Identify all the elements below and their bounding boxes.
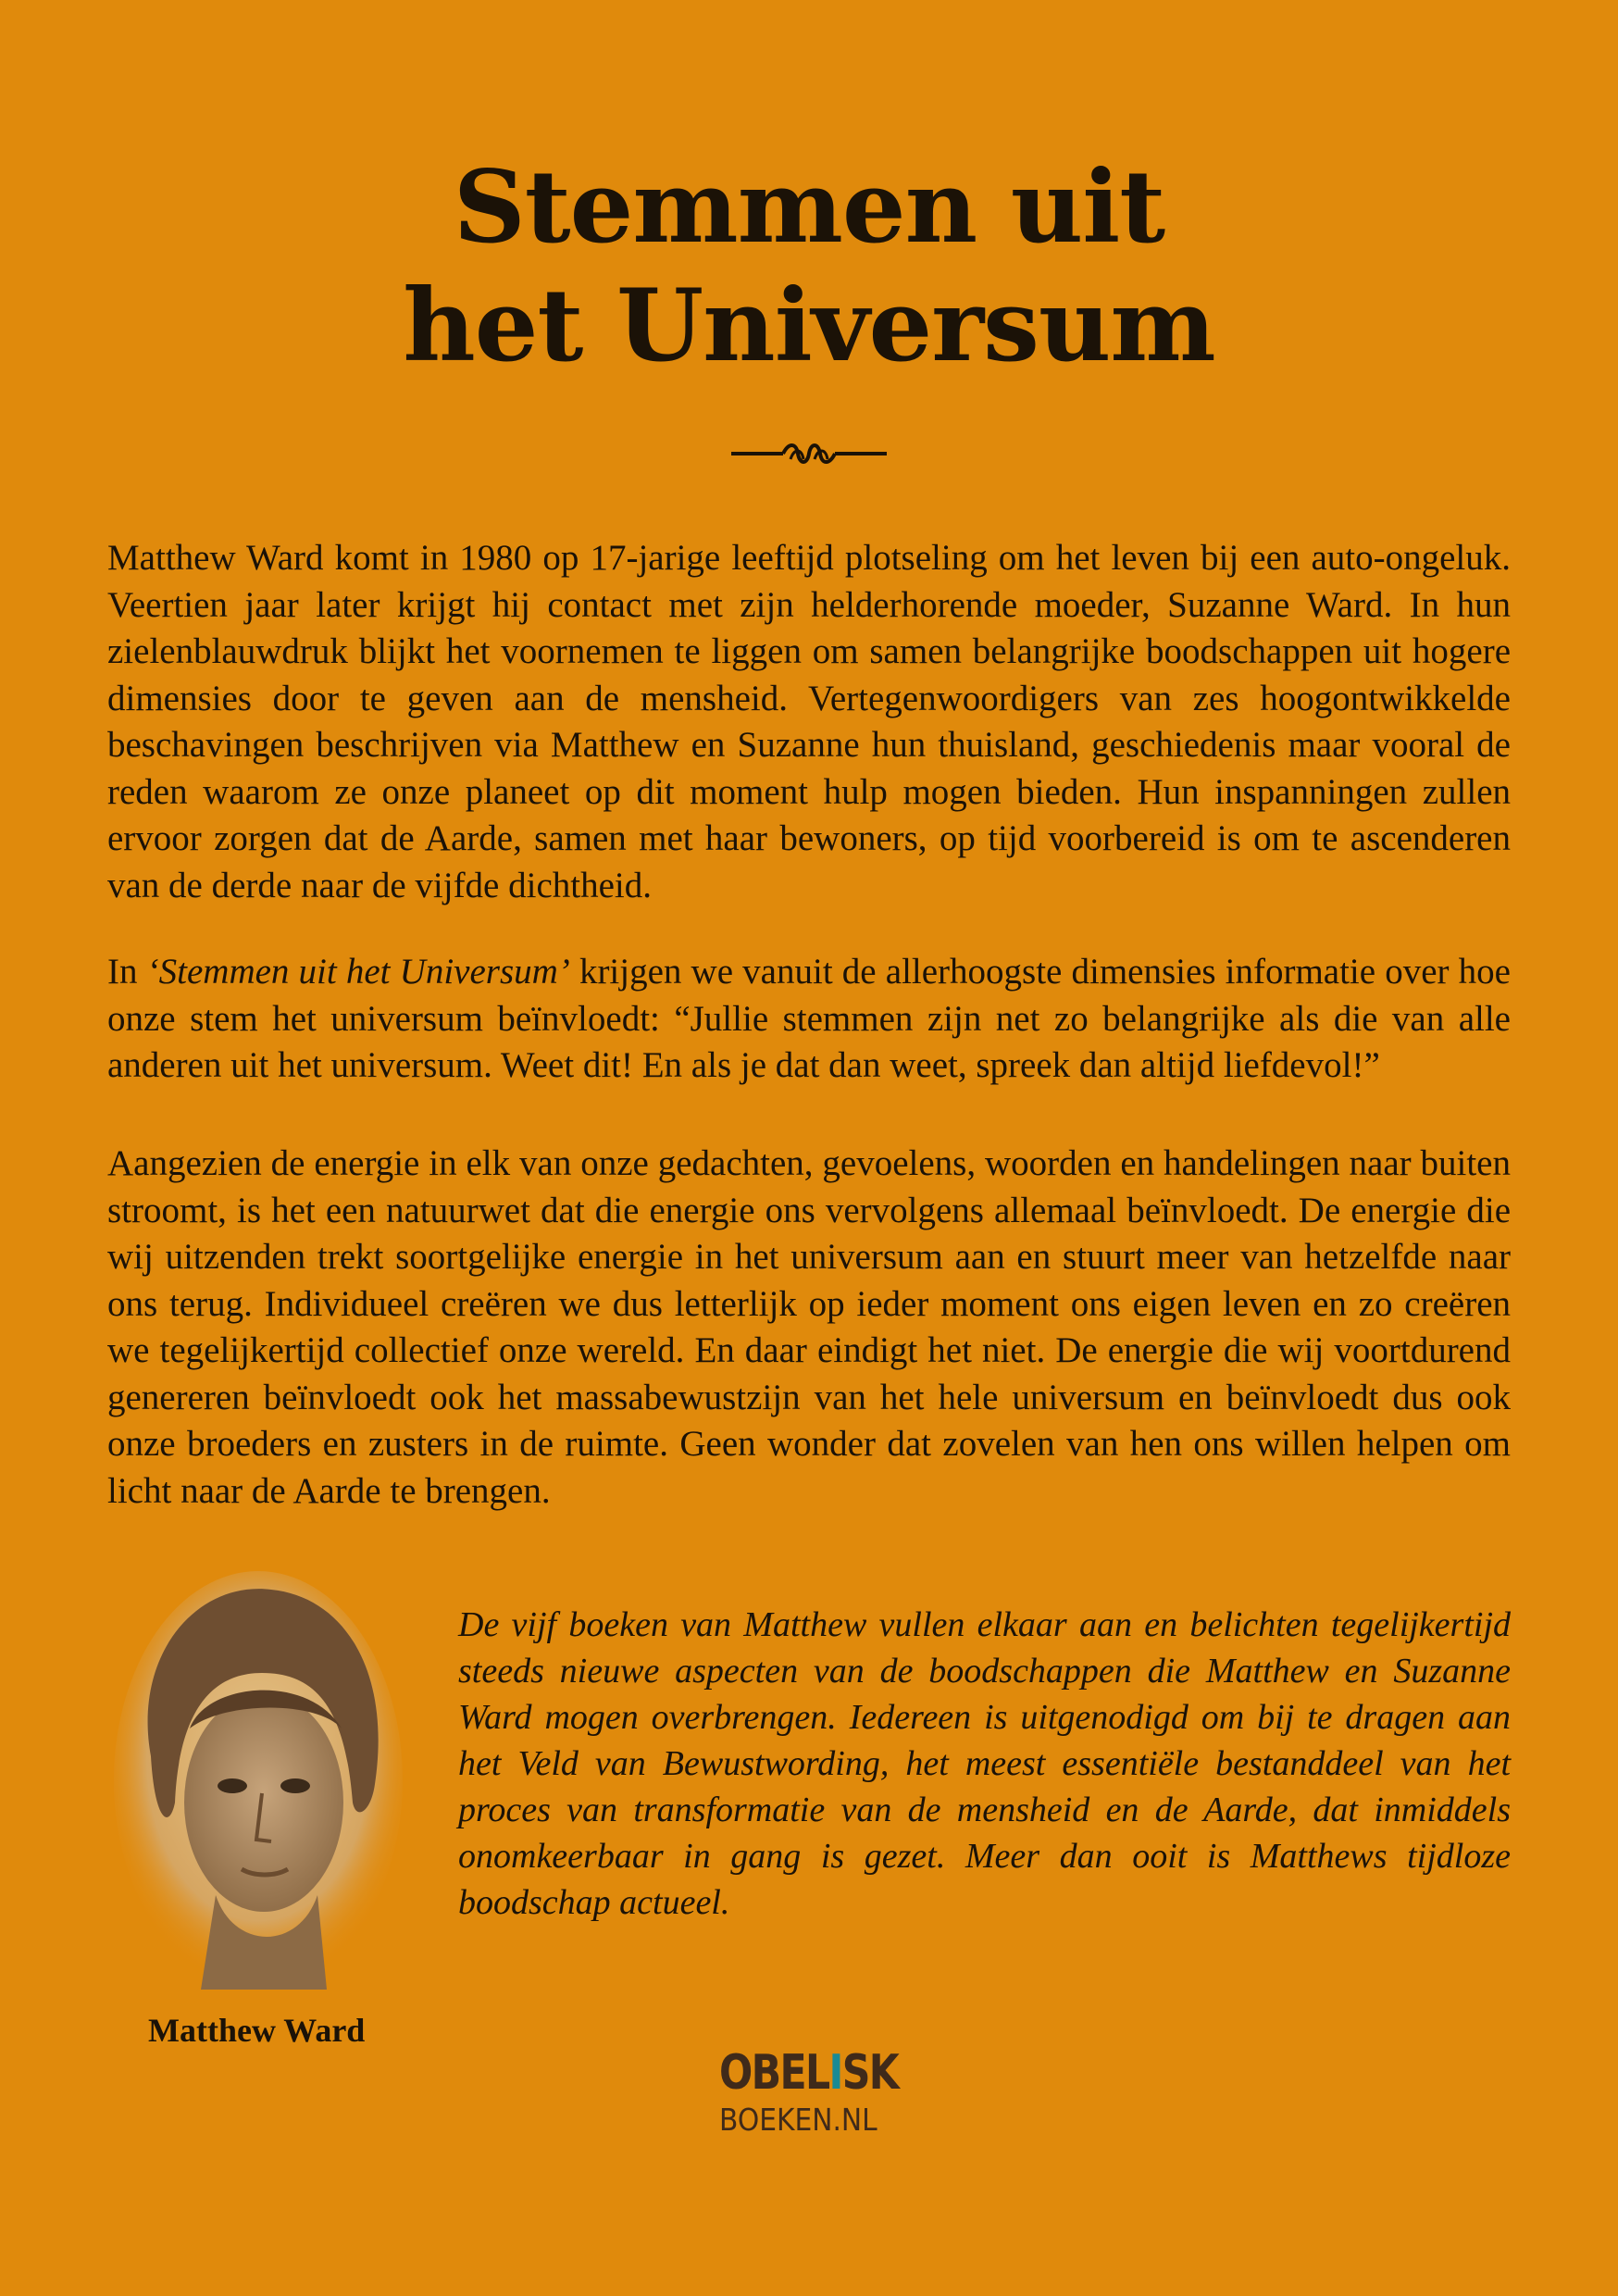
title-line-2: het Universum: [403, 268, 1215, 384]
obelisk-accent-letter: I: [828, 2045, 842, 2101]
paragraph-book-quote: [107, 949, 1511, 1090]
logo-wordmark: OBELISK: [719, 2045, 899, 2101]
title-line-1: Stemmen uit: [453, 149, 1165, 266]
publisher-logo: [719, 2044, 897, 2146]
logo-domain: BOEKEN.NL: [719, 2102, 877, 2138]
energy-paragraph: Aangezien de energie in elk van onze gedachten, gevoelens, woorden en handelingen naar buiten stroomt, is het een natuurwet dat die energie ons vervolgens allemaal beïnvloedt. De energie die wij uitzenden trekt soortgelijke energie in het universum aan en stuurt meer van hetzelfde naar ons terug. Individueel creëren we dus letterlijk op ieder moment ons eigen leven en zo creëren we tegelijkertijd collectief onze wereld. En daar eindigt het niet. De energie die wij voortdurend genereren beïnvloedt ook het massabewustzijn van het hele universum en beïnvloedt dus ook onze broeders en zusters in de ruimte. Geen wonder dat zovelen van hen ons willen helpen om licht naar de Aarde te brengen.: [107, 1143, 1511, 1511]
paragraph-rest: krijgen we vanuit de allerhoogste dimensies informatie over hoe onze stem het universum beïnvloedt: “Jullie stemmen zijn net zo belangrijke als die van alle anderen uit het universum. Weet dit! En als je dat dan weet, spreek dan altijd liefdevol!”: [107, 952, 1511, 1085]
book-title: [0, 148, 1618, 385]
book-series-blurb: De vijf boeken van Matthew vullen elkaar aan en belichten tegelijkertijd steeds nieuwe aspecten van de boodschappen die Matthew en Suzanne Ward mogen overbrengen. Iedereen is uitgenodigd om bij te dragen aan het Veld van Bewustwording, het meest essentiële bestanddeel van het proces van transformatie van de mensheid en de Aarde, dat inmiddels onomkeerbaar in gang is gezet. Meer dan ooit is Matthews tijdloze boodschap actueel.: [458, 1605, 1511, 1922]
intro-paragraph: Matthew Ward komt in 1980 op 17-jarige leeftijd plotseling om het leven bij een auto-ongeluk. Veertien jaar later krijgt hij contact met zijn helderhorende moeder, Suzanne Ward. In hun zielenblauwdruk blijkt het voornemen te liggen om samen belangrijke boodschappen uit hogere dimensies door te geven aan de mensheid. Vertegenwoordigers van zes hoogontwikkelde beschavingen beschrijven via Matthew en Suzanne hun thuisland, geschiedenis maar vooral de reden waarom ze onze planeet op dit moment hulp mogen bieden. Hun inspanningen zullen ervoor zorgen dat de Aarde, samen met haar bewoners, op tijd voorbereid is om te ascenderen van de derde naar de vijfde dichtheid.: [107, 538, 1511, 905]
ornament-flourish-icon: [728, 435, 890, 472]
book-title-reference: ‘Stemmen uit het Universum’: [146, 952, 570, 992]
paragraph-lead: In: [107, 952, 147, 992]
portrait-photo: [114, 1571, 403, 1990]
portrait-caption: Matthew Ward: [148, 2012, 366, 2049]
